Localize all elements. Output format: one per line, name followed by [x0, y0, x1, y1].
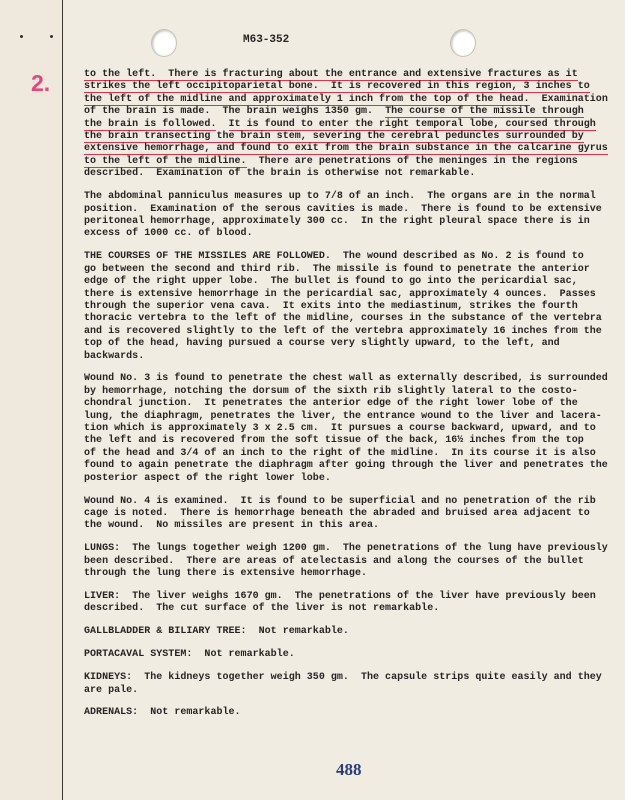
report-paragraph: [84, 251, 624, 363]
report-paragraph: [84, 373, 624, 485]
text-line: [84, 568, 624, 580]
text-line: [84, 228, 624, 240]
text-segment: THE COURSES OF THE MISSILES ARE FOLLOWED. The wound described as No. 2 is found to: [84, 251, 584, 263]
text-line: [84, 398, 624, 410]
text-line: [84, 685, 624, 697]
text-line: [84, 373, 624, 385]
text-line: [84, 69, 624, 81]
text-segment: chondral junction. It penetrates the anterior edge of the right lower lobe of the: [84, 398, 578, 410]
report-paragraph: [84, 191, 624, 241]
report-paragraph: [84, 591, 624, 616]
text-line: [84, 460, 624, 472]
text-line: [84, 131, 624, 143]
text-segment: Wound No. 3 is found to penetrate the chest wall as externally described, is surrounded: [84, 373, 608, 385]
text-segment: the left and is recovered from the soft tissue of the back, 16½ inches from the top: [84, 435, 584, 447]
underlined-text: to the left of the midline.: [84, 155, 247, 167]
text-line: [84, 216, 624, 228]
text-line: [84, 94, 624, 106]
text-line: [84, 119, 624, 131]
text-segment: top of the head, having pursued a course very slightly upward, to the left, and: [84, 338, 560, 350]
report-paragraph: [84, 649, 624, 661]
underlined-text: extensive hemorrhage, and found to exit from the brain substance in the calcarine gyrus: [84, 143, 608, 155]
report-paragraph: [84, 707, 624, 719]
text-segment: PORTACAVAL SYSTEM: Not remarkable.: [84, 649, 295, 661]
text-segment: been described. There are areas of atelectasis and along the courses of the bullet: [84, 555, 584, 567]
text-segment: the wound. No missiles are present in this area.: [84, 520, 380, 532]
text-line: [84, 289, 624, 301]
text-line: [84, 351, 624, 363]
text-line: [84, 411, 624, 423]
text-line: [84, 520, 624, 532]
text-segment: LIVER: The liver weighs 1670 gm. The penetrations of the liver have previously been: [84, 591, 596, 603]
text-line: [84, 423, 624, 435]
text-segment: go between the second and third rib. The missile is found to penetrate the anterior: [84, 263, 590, 275]
text-segment: excess of 1000 cc. of blood.: [84, 228, 253, 240]
text-segment: The abdominal panniculus measures up to 7/8 of an inch. The organs are in the normal: [84, 191, 596, 203]
text-segment: There are penetrations of the meninges in the regions: [246, 155, 578, 167]
text-line: [84, 649, 624, 661]
text-line: [84, 338, 624, 350]
text-line: [84, 543, 624, 555]
report-paragraph: [84, 626, 624, 638]
text-segment: Wound No. 4 is examined. It is found to be superficial and no penetration of the rib: [84, 495, 596, 507]
report-paragraph: [84, 672, 624, 697]
report-paragraph: [84, 496, 624, 533]
text-segment: edge of the right upper lobe. The bullet is found to go into the pericardial sac,: [84, 276, 578, 288]
text-segment: position. Examination of the serous cavities is made. There is found to be extensive: [84, 203, 602, 215]
text-segment: LUNGS: The lungs together weigh 1200 gm. The penetrations of the lung have previously: [84, 543, 608, 555]
text-segment: through the lung there is extensive hemorrhage.: [84, 568, 367, 580]
text-segment: of the head and 3/4 of an inch to the right of the midline. In its course it is also: [84, 447, 596, 459]
text-segment: and is recovered slightly to the left of the vertebra approximately 16 inches from the: [84, 325, 602, 337]
text-line: [84, 106, 624, 118]
report-paragraph: [84, 543, 624, 580]
text-line: [84, 591, 624, 603]
text-segment: Examination: [529, 93, 608, 105]
text-segment: described. Examination of the brain is otherwise not remarkable.: [84, 168, 476, 180]
speck: [50, 35, 53, 38]
text-segment: are pale.: [84, 684, 139, 696]
text-segment: posterior aspect of the right lower lobe.: [84, 472, 331, 484]
report-paragraph: [84, 69, 624, 181]
text-segment: found to again penetrate the diaphragm after going through the liver and penetrates the: [84, 460, 608, 472]
page-margin: [0, 0, 63, 800]
text-line: [84, 386, 624, 398]
text-line: [84, 603, 624, 615]
text-segment: described. The cut surface of the liver is not remarkable.: [84, 603, 440, 615]
text-line: [84, 473, 624, 485]
text-line: [84, 168, 624, 180]
underlined-text: strikes the left occipitoparietal bone. It is recovered in this region, 3 inches to: [84, 81, 590, 93]
underlined-text: The course of the missile through: [385, 106, 584, 118]
text-line: [84, 156, 624, 168]
text-segment: through the superior vena cava. It exits into the mediastinum, strikes the fourth: [84, 300, 578, 312]
text-line: [84, 448, 624, 460]
text-segment: lung, the diaphragm, penetrates the liver, the entrance wound to the liver and lacera-: [84, 410, 602, 422]
text-segment: backwards.: [84, 350, 145, 362]
case-number: M63-352: [243, 34, 290, 46]
text-line: [84, 264, 624, 276]
text-line: [84, 191, 624, 203]
text-line: [84, 251, 624, 263]
text-line: [84, 556, 624, 568]
speck: [20, 35, 23, 38]
underlined-text: It is found to enter the right temporal lobe, coursed through: [228, 118, 596, 130]
text-segment: ADRENALS: Not remarkable.: [84, 707, 241, 719]
text-line: [84, 707, 624, 719]
text-line: [84, 81, 624, 93]
text-line: [84, 508, 624, 520]
text-segment: GALLBLADDER & BILIARY TREE: Not remarkable.: [84, 626, 349, 638]
text-line: [84, 496, 624, 508]
underlined-text: the brain is followed.: [84, 118, 217, 130]
punch-hole-left: [151, 29, 177, 57]
text-segment: cage is noted. There is hemorrhage beneath the abraded and bruised area adjacent to: [84, 508, 590, 519]
underlined-text: the left of the midline and approximately 1 inch from the top of the head.: [84, 93, 530, 105]
text-line: [84, 626, 624, 638]
text-line: [84, 276, 624, 288]
text-line: [84, 313, 624, 325]
text-segment: by hemorrhage, notching the dorsum of the sixth rib slightly lateral to the costo-: [84, 385, 578, 397]
underlined-text: to the left. There is fracturing about the entrance and extensive fractures as it: [84, 69, 578, 80]
report-body: [84, 69, 624, 730]
text-line: [84, 143, 624, 155]
text-line: [84, 204, 624, 216]
text-segment: [216, 119, 228, 130]
text-line: [84, 435, 624, 447]
text-line: [84, 672, 624, 684]
text-segment: thoracic vertebra to the left of the midline, courses in the substance of the vertebra: [84, 313, 602, 325]
annotation-marker: 2.: [31, 70, 51, 96]
text-segment: peritoneal hemorrhage, approximately 300 cc. In the right pleural space there is in: [84, 215, 590, 227]
text-line: [84, 326, 624, 338]
punch-hole-right: [450, 29, 476, 57]
text-segment: KIDNEYS: The kidneys together weigh 350 gm. The capsule strips quite easily and they: [84, 672, 602, 684]
text-line: [84, 301, 624, 313]
page-number: 488: [336, 760, 362, 779]
text-segment: there is extensive hemorrhage in the pericardial sac, approximately 4 ounces. Passes: [84, 288, 596, 300]
text-segment: tion which is approximately 3 x 2.5 cm. It pursues a course backward, upward, and to: [84, 423, 596, 435]
text-segment: of the brain is made. The brain weighs 1350 gm.: [84, 106, 386, 118]
underlined-text: the brain transecting the brain stem, severing the cerebral peduncles surrounded by: [84, 131, 584, 143]
